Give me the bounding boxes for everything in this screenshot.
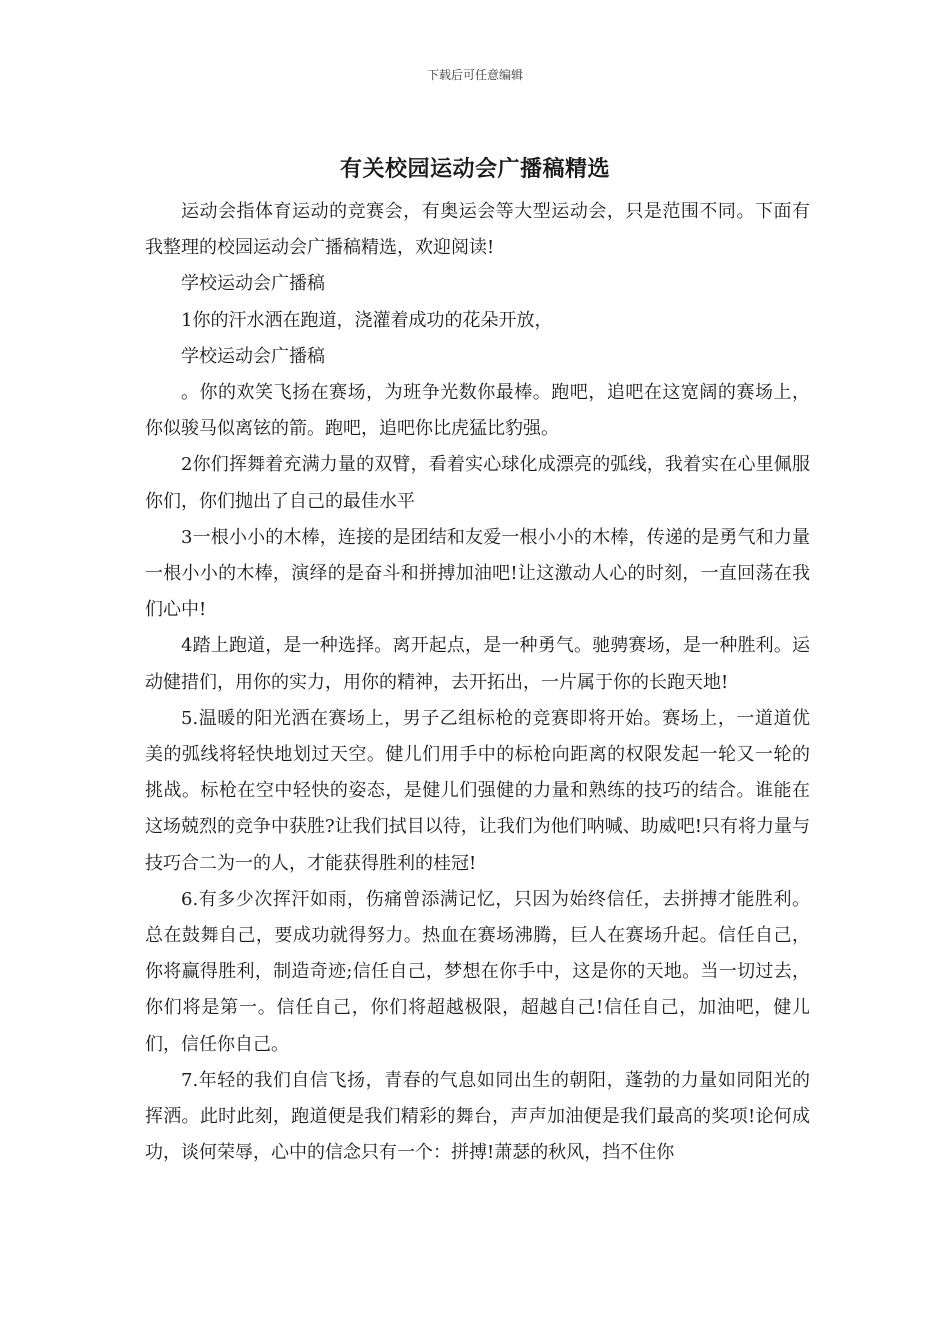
paragraph-item: 5.温暖的阳光洒在赛场上，男子乙组标枪的竞赛即将开始。赛场上，一道道优美的弧线将轻快地划过天空。健儿们用手中的标枪向距离的权限发起一轮又一轮的挑战。标枪在空中轻快的姿态，是健儿们强健的力量和熟练的技巧的结合。谁能在这场兢烈的竞争中获胜?让我们拭目以待，让我们为他们呐喊、助威吧!只有将力量与技巧合二为一的人，才能获得胜利的桂冠! <box>145 707 810 874</box>
paragraph-subheading: 学校运动会广播稿 <box>181 345 325 367</box>
paragraph-item: 1你的汗水洒在跑道，浇灌着成功的花朵开放， <box>181 309 553 331</box>
paragraph-item: 6.有多少次挥汗如雨，伤痛曾添满记忆，只因为始终信任，去拼搏才能胜利。总在鼓舞自己，要成功就得努力。热血在赛场沸腾，巨人在赛场升起。信任自己，你将赢得胜利，制造奇迹;信任自己，梦想在你手中，这是你的天地。当一切过去，你们将是第一。信任自己，你们将超越极限，超越自己!信任自己，加油吧，健儿们，信任你自己。 <box>145 888 810 1055</box>
paragraph-item: 3一根小小的木棒，连接的是团结和友爱一根小小的木棒，传递的是勇气和力量一根小小的木棒，演绎的是奋斗和拼搏加油吧!让这激动人心的时刻，一直回荡在我们心中! <box>145 526 810 621</box>
document-body <box>145 194 810 1171</box>
page-title: 有关校园运动会广播稿精选 <box>339 157 610 182</box>
paragraph-item: 7.年轻的我们自信飞扬，青春的气息如同出生的朝阳，蓬勃的力量如同阳光的挥洒。此时此刻，跑道便是我们精彩的舞台，声声加油便是我们最高的奖项!论何成功，谈何荣辱，心中的信念只有一个：拼搏!萧瑟的秋风，挡不住你 <box>145 1069 810 1164</box>
header-note: 下载后可任意编辑 <box>426 68 523 82</box>
paragraph-item: 2你们挥舞着充满力量的双臂，看着实心球化成漂亮的弧线，我着实在心里佩服你们，你们抛出了自己的最佳水平 <box>145 454 810 512</box>
paragraph-item: 。你的欢笑飞扬在赛场，为班争光数你最棒。跑吧，追吧在这宽阔的赛场上，你似骏马似离铉的箭。跑吧，追吧你比虎猛比豹强。 <box>145 382 810 440</box>
paragraph-intro: 运动会指体育运动的竞赛会，有奥运会等大型运动会，只是范围不同。下面有我整理的校园运动会广播稿精选，欢迎阅读! <box>145 201 810 259</box>
paragraph-item: 4踏上跑道，是一种选择。离开起点，是一种勇气。驰骋赛场，是一种胜利。运动健措们，用你的实力，用你的精神，去开拓出，一片属于你的长跑天地! <box>145 635 810 693</box>
paragraph-subheading: 学校运动会广播稿 <box>181 273 325 295</box>
